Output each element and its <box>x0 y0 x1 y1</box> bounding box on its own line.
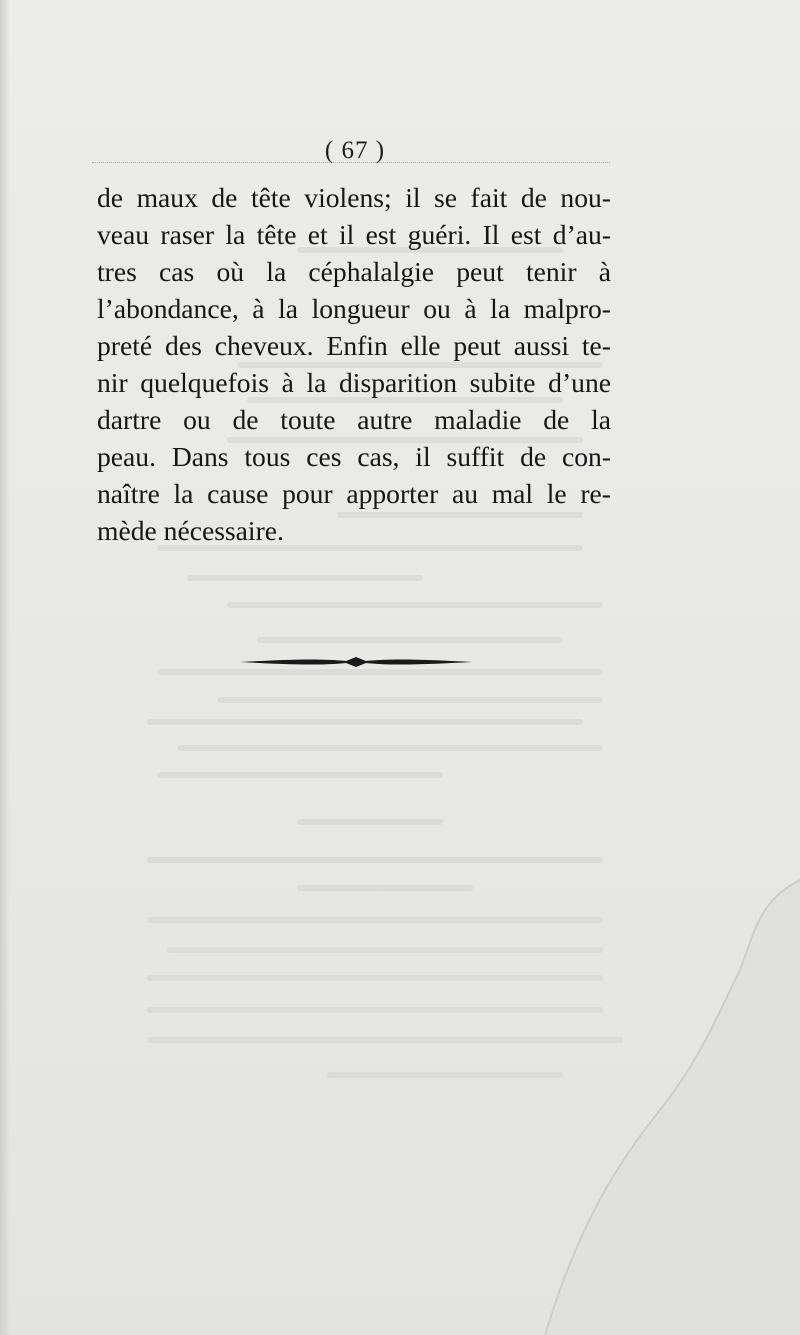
text-line: dartre ou de toute autre maladie de la <box>97 404 611 435</box>
ornamental-divider <box>238 652 474 672</box>
text-line: naître la cause pour apporter au mal le re- <box>97 478 611 509</box>
text-line: preté des cheveux. Enfin elle peut aussi te- <box>97 330 611 361</box>
text-line: nir quelquefois à la disparition subite d’une <box>97 367 611 398</box>
text-line: tres cas où la céphalalgie peut tenir à <box>97 256 611 287</box>
text-line: veau raser la tête et il est guéri. Il est d’au- <box>97 219 611 250</box>
text-line: mède nécessaire. <box>97 515 284 546</box>
page-number: ( 67 ) <box>324 137 386 164</box>
text-line: peau. Dans tous ces cas, il suffit de con- <box>97 441 611 472</box>
text-line: de maux de tête violens; il se fait de nou- <box>97 182 611 213</box>
body-paragraph <box>97 179 611 549</box>
text-line: l’abondance, à la longueur ou à la malpro- <box>97 293 611 324</box>
